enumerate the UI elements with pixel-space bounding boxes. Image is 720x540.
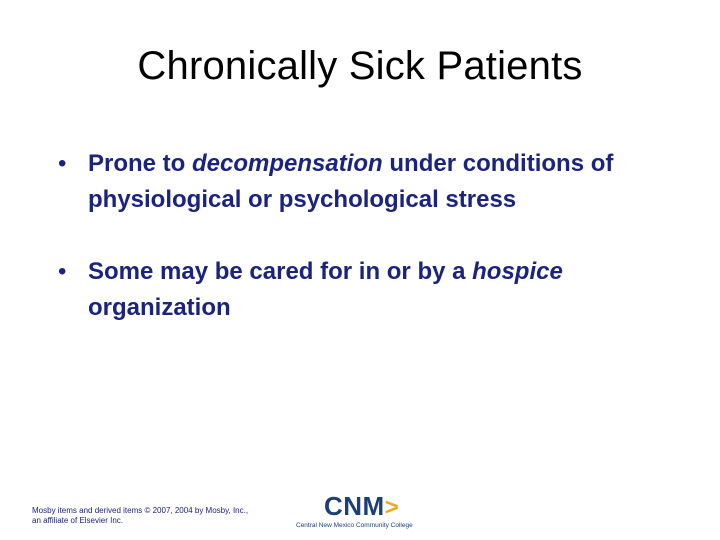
bullet-text-emphasis: decompensation (192, 150, 383, 177)
cnm-logo (296, 492, 428, 530)
bullet-text-pre: Some may be cared for in or by a (88, 258, 473, 285)
copyright-notice (32, 506, 248, 526)
chevron-right-icon: > (384, 494, 400, 521)
bullet-text-pre: Prone to (88, 150, 193, 177)
cnm-logo-text: CNM (324, 491, 385, 521)
bullet-text-emphasis: hospice (472, 258, 563, 285)
copyright-line-2: an affiliate of Elsevier Inc. (32, 516, 124, 525)
cnm-logo-mark (324, 492, 428, 522)
copyright-line-1: Mosby items and derived items © 2007, 2004 by Mosby, Inc., (32, 506, 249, 515)
bullet-list (58, 146, 698, 326)
bullet-text (88, 258, 563, 321)
bullet-marker: • (58, 150, 67, 177)
bullet-text (88, 150, 613, 213)
bullet-item-hospice (58, 254, 698, 326)
bullet-item-decompensation (58, 146, 698, 218)
bullet-marker: • (58, 258, 67, 285)
bullet-text-post: organization (88, 294, 231, 321)
cnm-logo-subtitle: Central New Mexico Community College (296, 522, 413, 529)
bullet-text-post: under conditions of physiological or psychological stress (88, 150, 614, 213)
slide-title: Chronically Sick Patients (137, 44, 583, 88)
